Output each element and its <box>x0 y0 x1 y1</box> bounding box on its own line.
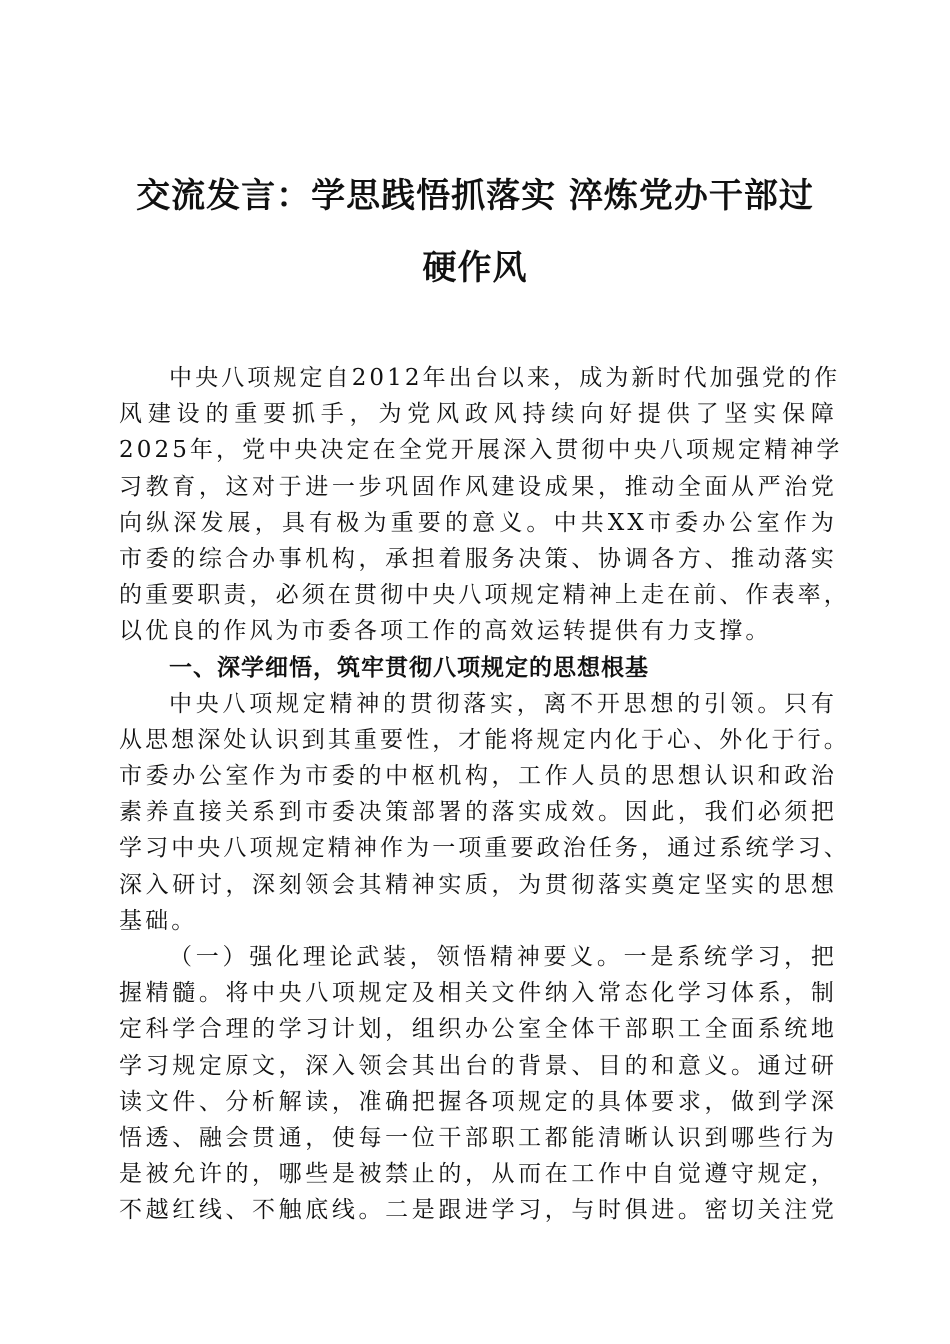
paragraph-line: 的重要职责，必须在贯彻中央八项规定精神上走在前、作表率， <box>119 582 850 609</box>
paragraph-line: 中央八项规定自2012年出台以来，成为新时代加强党的作 <box>169 365 841 391</box>
paragraph-line: 中央八项规定精神的贯彻落实，离不开思想的引领。只有 <box>169 690 837 717</box>
paragraph-line: 风建设的重要抓手，为党风政风持续向好提供了坚实保障 <box>119 401 837 428</box>
paragraph-line: 向纵深发展，具有极为重要的意义。中共XX市委办公室作为 <box>119 509 837 536</box>
paragraph-line: 读文件、分析解读，准确把握各项规定的具体要求，做到学深 <box>119 1088 837 1115</box>
paragraph-line: 市委的综合办事机构，承担着服务决策、协调各方、推动落实 <box>119 545 837 572</box>
paragraph-line: 悟透、融会贯通，使每一位干部职工都能清晰认识到哪些行为 <box>119 1124 837 1151</box>
document-body <box>119 360 850 1229</box>
paragraph-line: 习教育，这对于进一步巩固作风建设成果，推动全面从严治党 <box>119 473 837 500</box>
paragraph-line: 市委办公室作为市委的中枢机构，工作人员的思想认识和政治 <box>119 763 837 790</box>
paragraph-line: 学习规定原文，深入领会其出台的背景、目的和意义。通过研 <box>119 1052 837 1079</box>
paragraph-line: 素养直接关系到市委决策部署的落实成效。因此，我们必须把 <box>119 799 837 826</box>
paragraph-line: 2025年，党中央决定在全党开展深入贯彻中央八项规定精神学 <box>119 437 843 464</box>
document-title-line-1: 交流发言：学思践悟抓落实 淬炼党办干部过 <box>136 176 814 216</box>
paragraph-line: 深入研讨，深刻领会其精神实质，为贯彻落实奠定坚实的思想 <box>119 871 837 898</box>
paragraph-line: 基础。 <box>119 907 198 934</box>
document-title-line-2: 硬作风 <box>422 248 528 288</box>
paragraph-line: （一）强化理论武装，领悟精神要义。一是系统学习，把 <box>169 944 837 970</box>
paragraph-line: 握精髓。将中央八项规定及相关文件纳入常态化学习体系，制 <box>119 980 837 1007</box>
paragraph-line: 定科学合理的学习计划，组织办公室全体干部职工全面系统地 <box>119 1016 837 1043</box>
paragraph-line: 不越红线、不触底线。二是跟进学习，与时俱进。密切关注党 <box>119 1197 837 1224</box>
paragraph-line: 学习中央八项规定精神作为一项重要政治任务，通过系统学习、 <box>119 835 850 862</box>
paragraph-line: 以优良的作风为市委各项工作的高效运转提供有力支撑。 <box>119 618 772 645</box>
paragraph-line: 是被允许的，哪些是被禁止的，从而在工作中自觉遵守规定， <box>119 1161 837 1188</box>
paragraph-line: 从思想深处认识到其重要性，才能将规定内化于心、外化于行。 <box>119 726 850 753</box>
section-heading: 一、深学细悟，筑牢贯彻八项规定的思想根基 <box>169 653 649 681</box>
